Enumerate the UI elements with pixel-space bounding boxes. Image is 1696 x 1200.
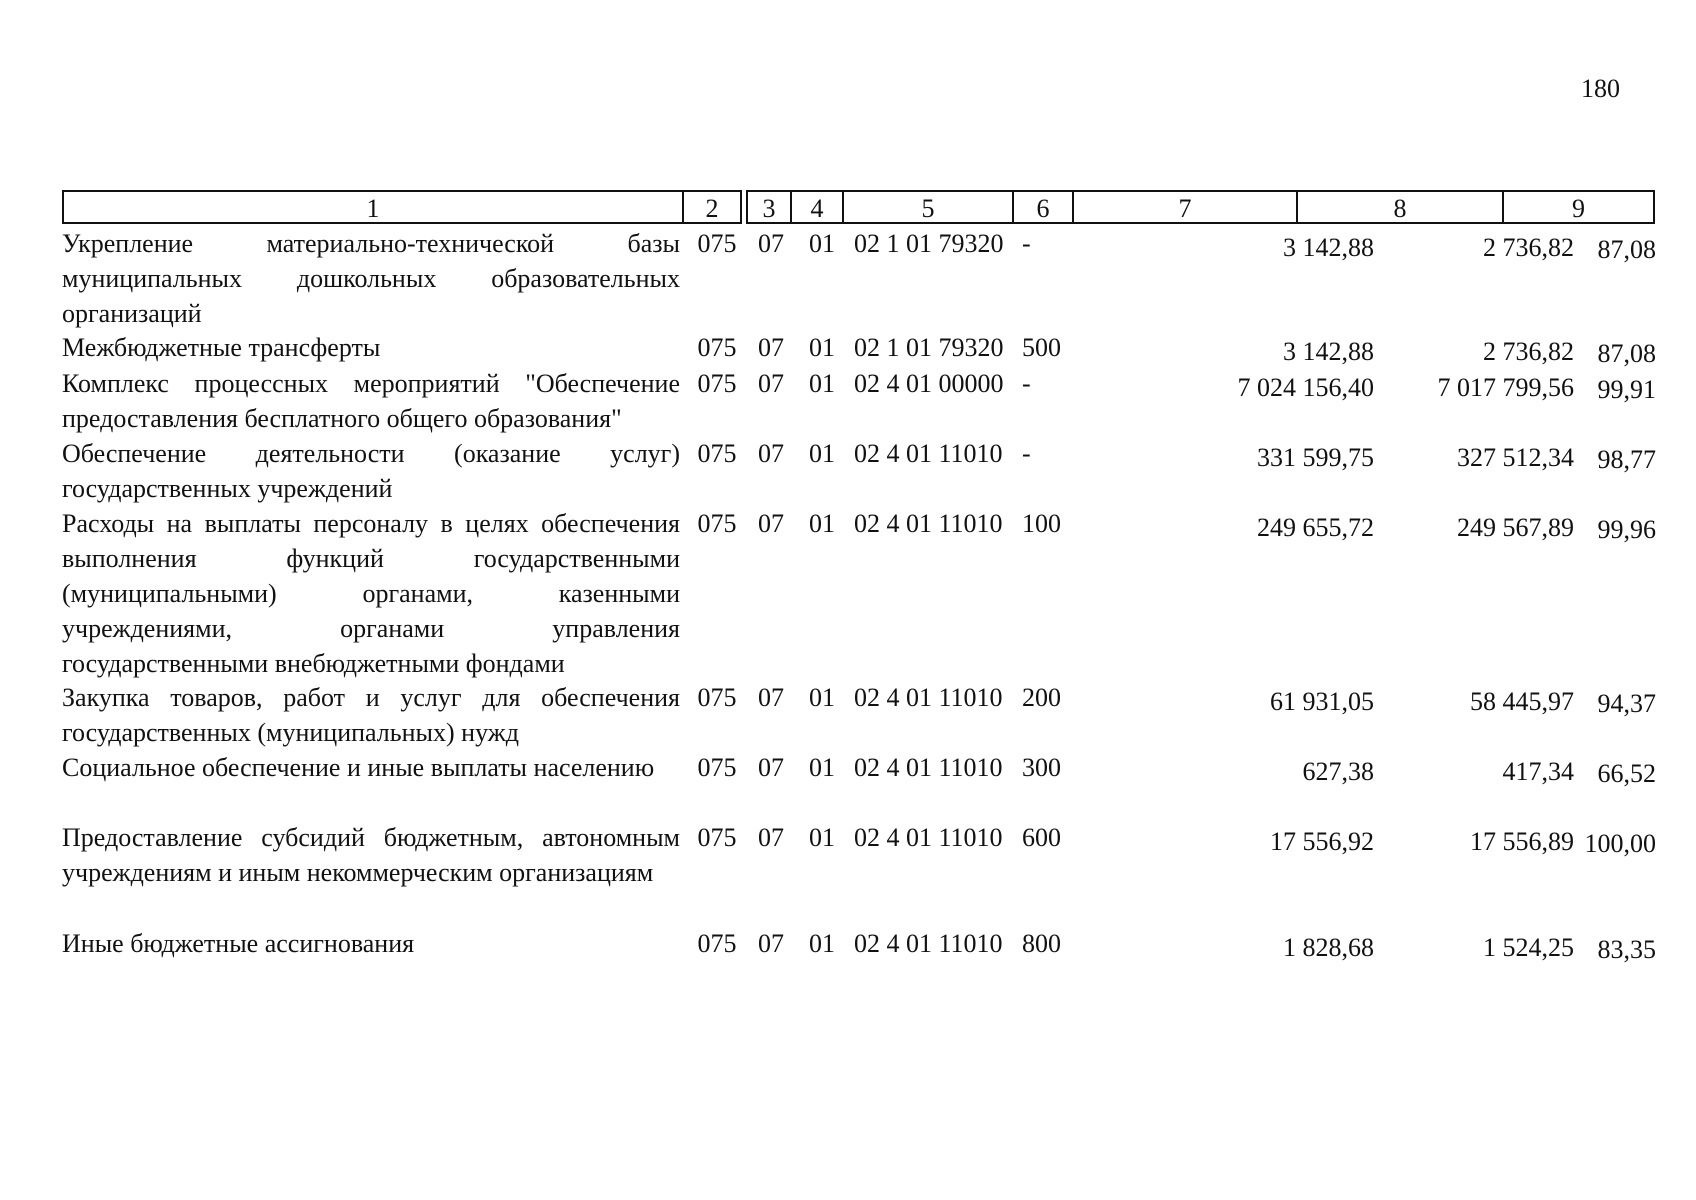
row-col-9: 99,96 (1597, 515, 1656, 544)
header-cell-9: 9 (1502, 190, 1655, 224)
row-description: Расходы на выплаты персоналу в целях обеспечения выполнения функций государственными (муниципальными) органами, казенными учреждениями, органами управления государственными внебюджетными фондами (62, 509, 680, 678)
row-col-7: 331 599,75 (1257, 443, 1374, 472)
row-description: Предоставление субсидий бюджетным, автономным учреждениям и иным некоммерческим организациям (62, 823, 680, 887)
header-cell-8: 8 (1296, 190, 1504, 224)
row-col-8: 1 524,25 (1483, 933, 1574, 962)
header-cell-3: 3 (746, 190, 792, 224)
row-col-9: 66,52 (1597, 759, 1656, 788)
row-col-7: 3 142,88 (1283, 337, 1374, 366)
row-col-2: 075 (697, 753, 737, 782)
row-col-3: 07 (758, 333, 784, 362)
row-col-6: - (1022, 439, 1031, 468)
row-col-2: 075 (697, 369, 737, 398)
row-col-9: 98,77 (1597, 445, 1656, 474)
row-col-4: 01 (809, 333, 835, 362)
row-col-6: 300 (1022, 753, 1061, 782)
header-cell-6: 6 (1012, 190, 1074, 224)
row-description: Иные бюджетные ассигнования (62, 929, 415, 958)
row-col-4: 01 (809, 369, 835, 398)
row-col-8: 2 736,82 (1483, 337, 1574, 366)
row-description: Закупка товаров, работ и услуг для обеспечения государственных (муниципальных) нужд (62, 683, 680, 747)
row-col-3: 07 (758, 929, 784, 958)
header-cell-4: 4 (790, 190, 844, 224)
row-description: Комплекс процессных мероприятий "Обеспечение предоставления бесплатного общего образования" (62, 369, 680, 433)
row-col-3: 07 (758, 683, 784, 712)
row-col-8: 2 736,82 (1483, 233, 1574, 262)
row-col-7: 3 142,88 (1283, 233, 1374, 262)
row-col-7: 61 931,05 (1270, 687, 1374, 716)
header-cell-5: 5 (842, 190, 1014, 224)
row-col-8: 7 017 799,56 (1437, 373, 1574, 402)
row-col-7: 627,38 (1302, 757, 1374, 786)
row-col-5: 02 4 01 11010 (854, 683, 1003, 712)
row-col-9: 87,08 (1597, 339, 1656, 368)
row-col-9: 83,35 (1597, 935, 1656, 964)
row-description: Укрепление материально-технической базы муниципальных дошкольных образовательных организаций (62, 229, 680, 328)
row-col-4: 01 (809, 823, 835, 852)
row-col-5: 02 4 01 11010 (854, 509, 1003, 538)
row-col-6: - (1022, 229, 1031, 258)
table-header-row (62, 190, 1655, 226)
row-col-2: 075 (697, 683, 737, 712)
page-number: 180 (1581, 74, 1620, 103)
header-cell-1: 1 (62, 190, 684, 224)
row-col-2: 075 (697, 229, 737, 258)
row-col-5: 02 4 01 11010 (854, 929, 1003, 958)
row-col-3: 07 (758, 823, 784, 852)
row-col-2: 075 (697, 823, 737, 852)
row-col-6: - (1022, 369, 1031, 398)
header-cell-7: 7 (1072, 190, 1298, 224)
row-col-5: 02 1 01 79320 (854, 333, 1004, 362)
row-col-7: 7 024 156,40 (1237, 373, 1374, 402)
row-col-3: 07 (758, 369, 784, 398)
row-col-3: 07 (758, 229, 784, 258)
row-col-8: 327 512,34 (1457, 443, 1574, 472)
row-col-3: 07 (758, 439, 784, 468)
header-cell-2: 2 (682, 190, 742, 224)
row-col-4: 01 (809, 229, 835, 258)
row-col-5: 02 1 01 79320 (854, 229, 1004, 258)
row-col-5: 02 4 01 00000 (854, 369, 1004, 398)
row-col-6: 800 (1022, 929, 1061, 958)
row-col-8: 17 556,89 (1470, 827, 1574, 856)
row-col-6: 500 (1022, 333, 1061, 362)
row-col-7: 249 655,72 (1257, 513, 1374, 542)
row-col-6: 200 (1022, 683, 1061, 712)
row-col-2: 075 (697, 509, 737, 538)
row-col-5: 02 4 01 11010 (854, 439, 1003, 468)
row-col-7: 17 556,92 (1270, 827, 1374, 856)
row-col-9: 94,37 (1597, 689, 1656, 718)
row-description: Межбюджетные трансферты (62, 333, 381, 362)
row-col-9: 100,00 (1584, 829, 1656, 858)
row-col-3: 07 (758, 509, 784, 538)
row-col-8: 249 567,89 (1457, 513, 1574, 542)
row-col-4: 01 (809, 509, 835, 538)
row-col-8: 58 445,97 (1470, 687, 1574, 716)
row-col-2: 075 (697, 929, 737, 958)
row-col-4: 01 (809, 929, 835, 958)
row-col-4: 01 (809, 753, 835, 782)
row-col-7: 1 828,68 (1283, 933, 1374, 962)
row-col-5: 02 4 01 11010 (854, 753, 1003, 782)
row-col-4: 01 (809, 439, 835, 468)
row-description: Социальное обеспечение и иные выплаты населению (62, 753, 655, 782)
row-col-2: 075 (697, 333, 737, 362)
row-col-2: 075 (697, 439, 737, 468)
row-col-5: 02 4 01 11010 (854, 823, 1003, 852)
row-col-9: 87,08 (1597, 235, 1656, 264)
row-col-6: 600 (1022, 823, 1061, 852)
row-col-8: 417,34 (1502, 757, 1574, 786)
row-col-3: 07 (758, 753, 784, 782)
row-col-6: 100 (1022, 509, 1061, 538)
row-col-4: 01 (809, 683, 835, 712)
row-description: Обеспечение деятельности (оказание услуг) государственных учреждений (62, 439, 680, 503)
row-col-9: 99,91 (1597, 375, 1656, 404)
